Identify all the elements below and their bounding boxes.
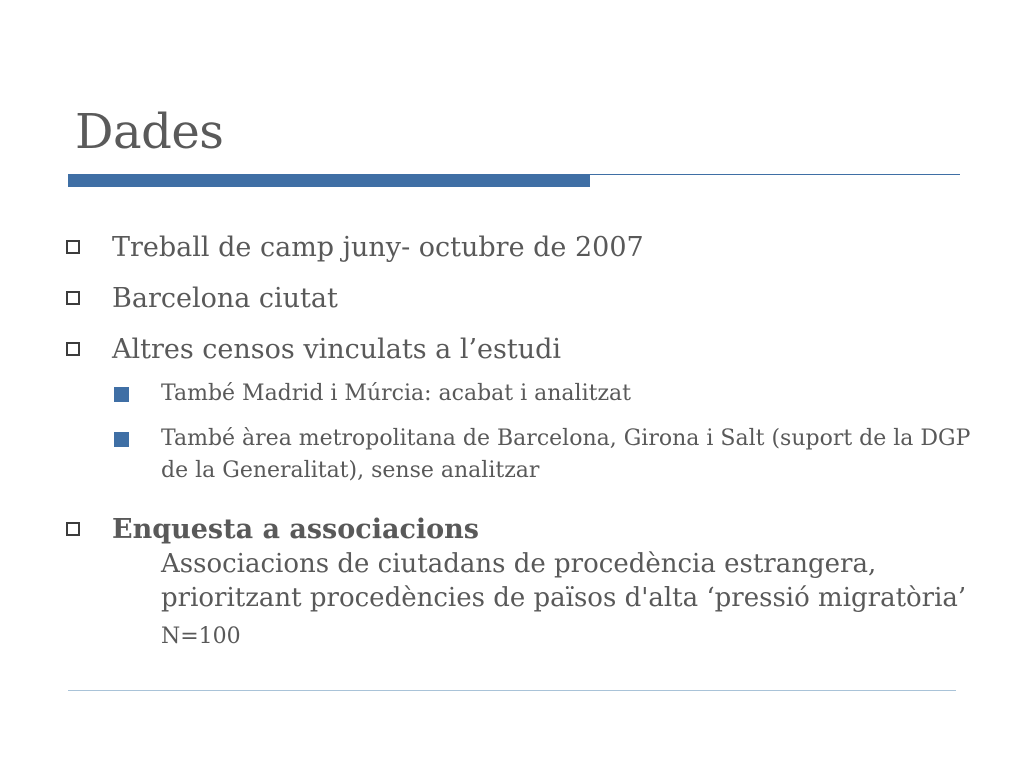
- title-rule-accent: [68, 174, 590, 187]
- sub-bullet-text: També Madrid i Múrcia: acabat i analitzat: [161, 381, 631, 406]
- sub-bullet-metropolitan: [161, 423, 976, 487]
- hollow-square-bullet-icon: [66, 240, 80, 254]
- filled-square-bullet-icon: [114, 432, 129, 447]
- sub-bullet-madrid-murcia: [161, 378, 981, 410]
- title-rule-line: [590, 174, 960, 175]
- survey-sample-size: N=100: [161, 624, 241, 649]
- slide-title: Dades: [75, 104, 224, 160]
- sub-bullet-text: També àrea metropolitana de Barcelona, Girona i Salt (suport de la DGP de la Generalitat), sense analitzar: [161, 426, 971, 483]
- hollow-square-bullet-icon: [66, 291, 80, 305]
- bullet-barcelona: [112, 283, 338, 315]
- bullet-other-censuses: [112, 334, 561, 366]
- bullet-fieldwork: [112, 232, 644, 264]
- bullet-text: Treball de camp juny- octubre de 2007: [112, 232, 644, 263]
- hollow-square-bullet-icon: [66, 522, 80, 536]
- survey-description-line-1: Associacions de ciutadans de procedència estrangera,: [161, 549, 877, 579]
- bullet-text: Altres censos vinculats a l’estudi: [112, 334, 562, 365]
- survey-description-line-2: prioritzant procedències de països d'alta ‘pressió migratòria’: [161, 583, 967, 613]
- bullet-survey: [112, 514, 479, 546]
- bullet-text: Barcelona ciutat: [112, 283, 338, 314]
- footer-rule: [68, 690, 956, 691]
- hollow-square-bullet-icon: [66, 342, 80, 356]
- survey-heading: Enquesta a associacions: [112, 514, 479, 545]
- filled-square-bullet-icon: [114, 387, 129, 402]
